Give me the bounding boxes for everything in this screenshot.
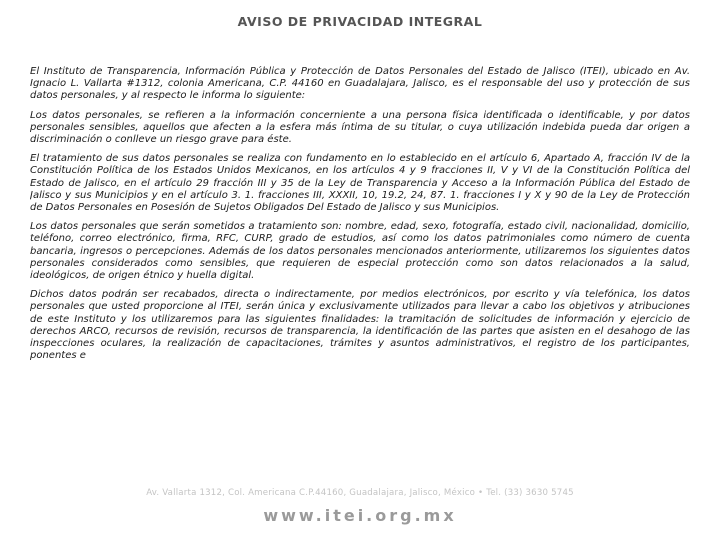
paragraph-responsible: El Instituto de Transparencia, Información Pública y Protección de Datos Personales del Estado de Jalisco (ITEI), ubicado en Av. Ignacio L. Vallarta #1312, colonia Americana, C.P. 44160 en Guadalajara, Jalisco, es el responsable del uso y protección de sus datos personales, y al respecto le informa lo siguiente:	[30, 66, 690, 102]
footer-website: www.itei.org.mx	[263, 506, 457, 525]
footer-address: Av. Vallarta 1312, Col. Americana C.P.44160, Guadalajara, Jalisco, México • Tel. (33) 3630 5745	[146, 488, 574, 498]
paragraph-definition: Los datos personales, se refieren a la información concerniente a una persona física identificada o identificable, y por datos personales sensibles, aquellos que afecten a la esfera más íntima de su titular, o cuya utilización indebida pueda dar origen a discriminación o conlleve un riesgo grave para éste.	[30, 109, 690, 146]
paragraph-purposes: Dichos datos podrán ser recabados, directa o indirectamente, por medios electrónicos, por escrito y vía telefónica, los datos personales que usted proporcione al ITEI, serán única y exclusivamente utilizados para llevar a cabo los objetivos y atribuciones de este Instituto y los utilizaremos para las siguientes finalidades: la tramitación de solicitudes de información y ejercicio de derechos ARCO, recursos de revisión, recursos de transparencia, la identificación de las partes que asisten en el desahogo de las inspecciones oculares, la realización de capacitaciones, trámites y asuntos administrativos, el registro de los participantes, ponentes e	[30, 289, 690, 362]
paragraph-data-types: Los datos personales que serán sometidos a tratamiento son: nombre, edad, sexo, fotografía, estado civil, nacionalidad, domicilio, teléfono, correo electrónico, firma, RFC, CURP, grado de estudios, así como los datos patrimoniales como número de cuenta bancaria, ingresos o percepciones. Además de los datos personales mencionados anteriormente, utilizaremos los siguientes datos personales considerados como sensibles, que requieren de especial protección como son datos relacionados a la salud, ideológicos, de origen étnico y huella digital.	[30, 221, 690, 282]
page-title: AVISO DE PRIVACIDAD INTEGRAL	[237, 14, 483, 29]
document-body	[30, 66, 690, 458]
paragraph-legal-basis: El tratamiento de sus datos personales se realiza con fundamento en lo establecido en el artículo 6, Apartado A, fracción IV de la Constitución Política de los Estados Unidos Mexicanos, en los artículos 4 y 9 fracciones II, V y VI de la Constitución Política del Estado de Jalisco, en el artículo 29 fracción III y 35 de la Ley de Transparencia y Acceso a la Información Pública del Estado de Jalisco y sus Municipios y en el artículo 3. 1. fracciones III, XXXII, 10, 19.2, 24, 87. 1. fracciones I y X y 90 de la Ley de Protección de Datos Personales en Posesión de Sujetos Obligados Del Estado de Jalisco y sus Municipios.	[30, 153, 690, 214]
